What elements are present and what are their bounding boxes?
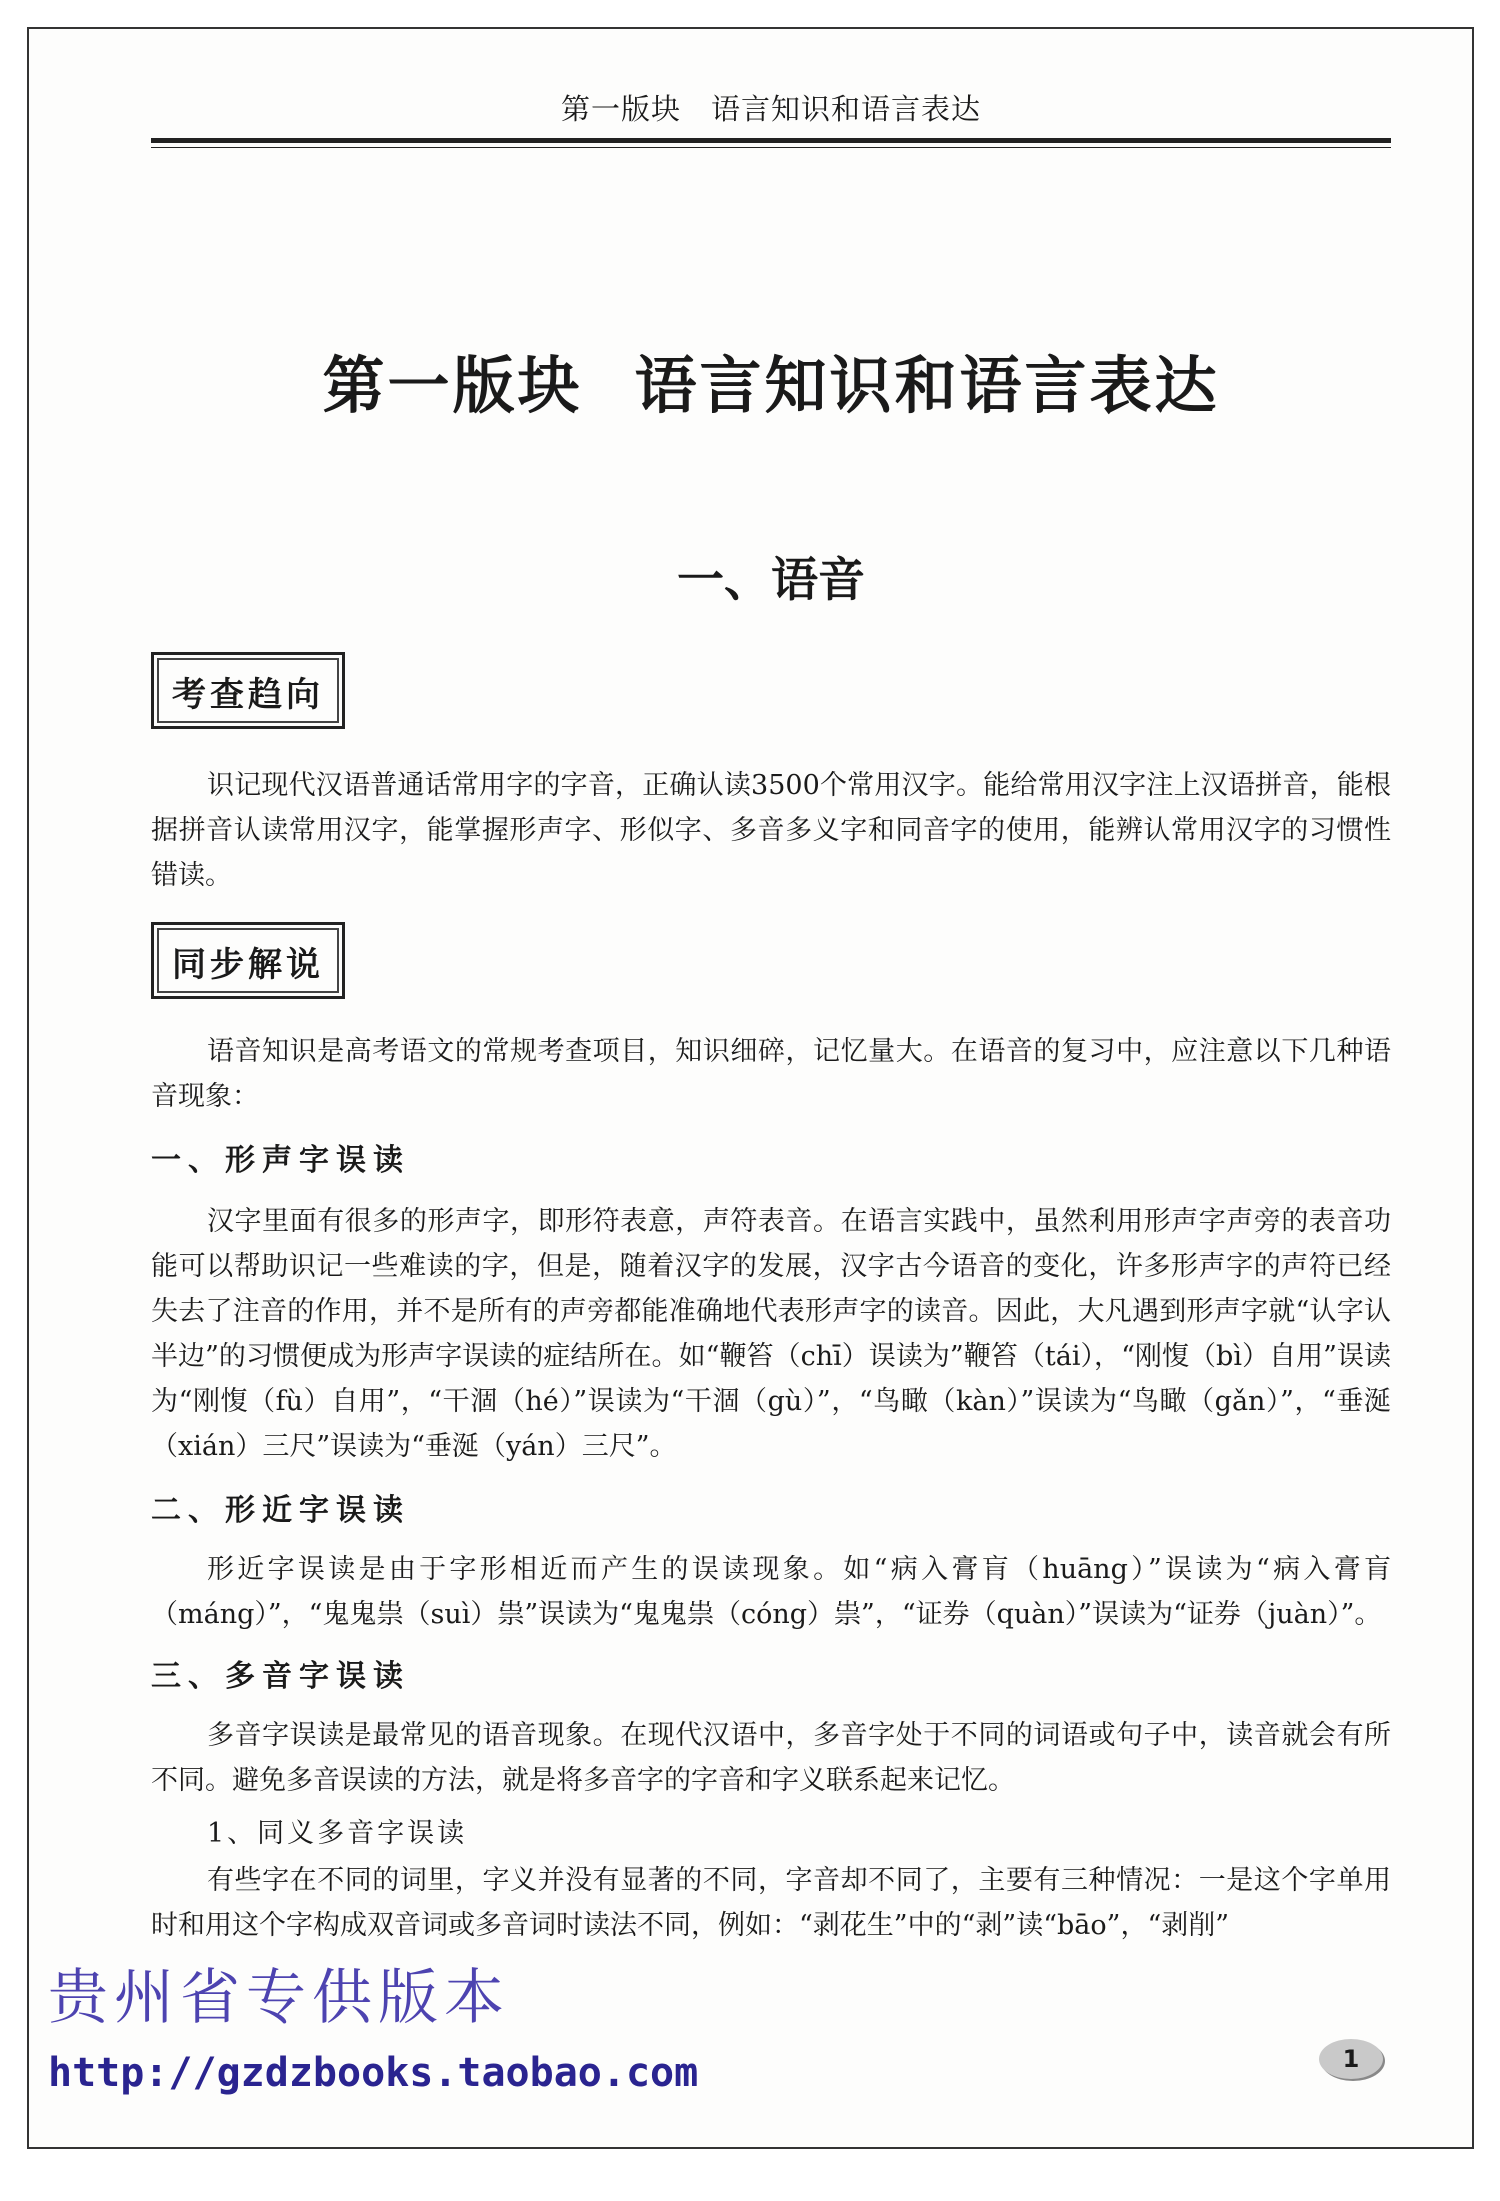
page-content <box>151 29 1391 1948</box>
chapter-title-part1: 第一版块 <box>322 349 583 422</box>
exam-trend-label: 考查趋向 <box>151 652 345 729</box>
subsection-text: 有些字在不同的词里，字义并没有显著的不同，字音却不同了，主要有三种情况：一是这个字单用时和用这个字构成双音词或多音词时读法不同，例如：“剥花生”中的“剥”读“bāo”，“剥削” <box>151 1865 1391 1941</box>
watermark-text: 贵州省专供版本 <box>48 1963 510 2033</box>
section-heading-1: 一、形声字误读 <box>151 1143 410 1178</box>
section-text-1: 汉字里面有很多的形声字，即形符表意，声符表音。在语言实践中，虽然利用形声字声旁的表音功能可以帮助识记一些难读的字，但是，随着汉字的发展，汉字古今语音的变化，许多形声字的声符已经失去了注音的作用，并不是所有的声旁都能准确地代表形声字的读音。因此，大凡遇到形声字就“认字认半边”的习惯便成为形声字误读的症结所在。如“鞭笞（chī）误读为”鞭笞（tái），“刚愎（bì）自用”误读为“刚愎（fù）自用”，“干涸（hé）”误读为“干涸（gù）”，“鸟瞰（kàn）”误读为“鸟瞰（gǎn）”，“垂涎（xián）三尺”误读为“垂涎（yán）三尺”。 <box>151 1206 1391 1462</box>
running-head <box>151 87 1391 128</box>
section-text-3: 多音字误读是最常见的语音现象。在现代汉语中，多音字处于不同的词语或句子中，读音就会有所不同。避免多音误读的方法，就是将多音字的字音和字义联系起来记忆。 <box>151 1720 1391 1796</box>
subsection-heading: 1、同义多音字误读 <box>207 1818 468 1849</box>
section-text-2: 形近字误读是由于字形相近而产生的误读现象。如“病入膏肓（huāng）”误读为“病入膏肓（máng）”，“鬼鬼祟（suì）祟”误读为“鬼鬼祟（cóng）祟”，“证券（quàn）”误读为“证券（juàn）”。 <box>151 1554 1391 1630</box>
header-rule-thick <box>151 138 1391 143</box>
chapter-title-part2: 语言知识和语言表达 <box>634 349 1220 422</box>
running-head-part2: 语言知识和语言表达 <box>711 92 982 126</box>
section-title: 一、语音 <box>677 553 865 608</box>
exam-trend-box <box>151 652 1391 729</box>
store-url: http://gzdzbooks.taobao.com <box>48 2050 699 2096</box>
book-page <box>27 27 1474 2149</box>
exam-trend-text: 识记现代汉语普通话常用字的字音，正确认读3500个常用汉字。能给常用汉字注上汉语拼音，能根据拼音认读常用汉字，能掌握形声字、形似字、多音多义字和同音字的使用，能辨认常用汉字的习惯性错读。 <box>151 770 1391 891</box>
sync-explain-label: 同步解说 <box>151 922 345 999</box>
header-rule-thin <box>151 147 1391 148</box>
section-heading-3: 三、多音字误读 <box>151 1659 410 1694</box>
chapter-title <box>151 336 1391 425</box>
section-heading-2: 二、形近字误读 <box>151 1493 410 1528</box>
sync-explain-box <box>151 922 1391 999</box>
running-head-part1: 第一版块 <box>560 92 681 126</box>
sync-explain-text: 语音知识是高考语文的常规考查项目，知识细碎，记忆量大。在语音的复习中，应注意以下几种语音现象： <box>151 1036 1391 1112</box>
page-number: 1 <box>1319 2039 1383 2079</box>
